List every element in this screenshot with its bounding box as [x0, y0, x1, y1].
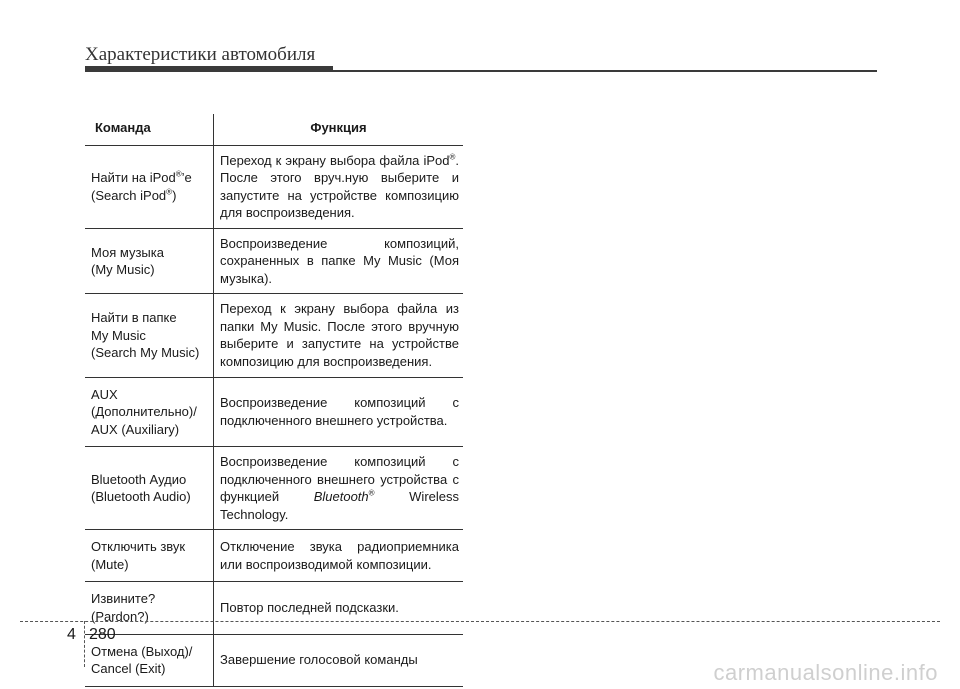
table-row	[85, 447, 463, 530]
table-row	[85, 530, 463, 582]
page-header-title: Характеристики автомобиля	[85, 44, 316, 65]
column-header-function: Функция	[214, 114, 464, 145]
header-rule-thin	[333, 70, 877, 72]
table-row	[85, 294, 463, 377]
function-cell: Воспроизведение композиций, сохраненных в папке My Music (Моя музыка).	[214, 228, 464, 294]
voice-command-table	[85, 114, 463, 687]
command-cell: AUX (Дополнительно)/ AUX (Auxiliary)	[85, 377, 214, 447]
footer-divider	[20, 621, 940, 622]
command-cell: Отмена (Выход)/ Cancel (Exit)	[85, 634, 214, 686]
function-cell: Воспроизведение композиций с подключенного внешнего устройства с функцией Bluetooth® Wireless Technology.	[214, 447, 464, 530]
command-cell: Bluetooth Аудио (Bluetooth Audio)	[85, 447, 214, 530]
footer-vertical-divider	[84, 621, 85, 667]
function-cell: Завершение голосовой команды	[214, 634, 464, 686]
header-rule-thick	[85, 66, 333, 72]
chapter-number: 4	[67, 626, 76, 643]
table-row	[85, 145, 463, 228]
function-cell: Повтор последней подсказки.	[214, 582, 464, 634]
function-cell: Переход к экрану выбора файла iPod®. После этого вруч.ную выберите и запустите на устройстве композицию для воспроизведения.	[214, 145, 464, 228]
command-cell: Найти на iPod®’e (Search iPod®)	[85, 145, 214, 228]
command-cell: Моя музыка (My Music)	[85, 228, 214, 294]
table-row	[85, 634, 463, 686]
watermark-text: carmanualsonline.info	[713, 660, 938, 685]
table-row	[85, 582, 463, 634]
table-row	[85, 377, 463, 447]
table-row	[85, 228, 463, 294]
command-cell: Отключить звук (Mute)	[85, 530, 214, 582]
command-cell: Найти в папке My Music (Search My Music)	[85, 294, 214, 377]
page-number: 280	[89, 626, 116, 643]
function-cell: Воспроизведение композиций с подключенного внешнего устройства.	[214, 377, 464, 447]
column-header-command: Команда	[85, 114, 214, 145]
function-cell: Отключение звука радиоприемника или воспроизводимой композиции.	[214, 530, 464, 582]
table-header-row	[85, 114, 463, 145]
function-cell: Переход к экрану выбора файла из папки My Music. После этого вручную выберите и запустите на устройстве композицию для воспроизведения.	[214, 294, 464, 377]
command-cell: Извините? (Pardon?)	[85, 582, 214, 634]
